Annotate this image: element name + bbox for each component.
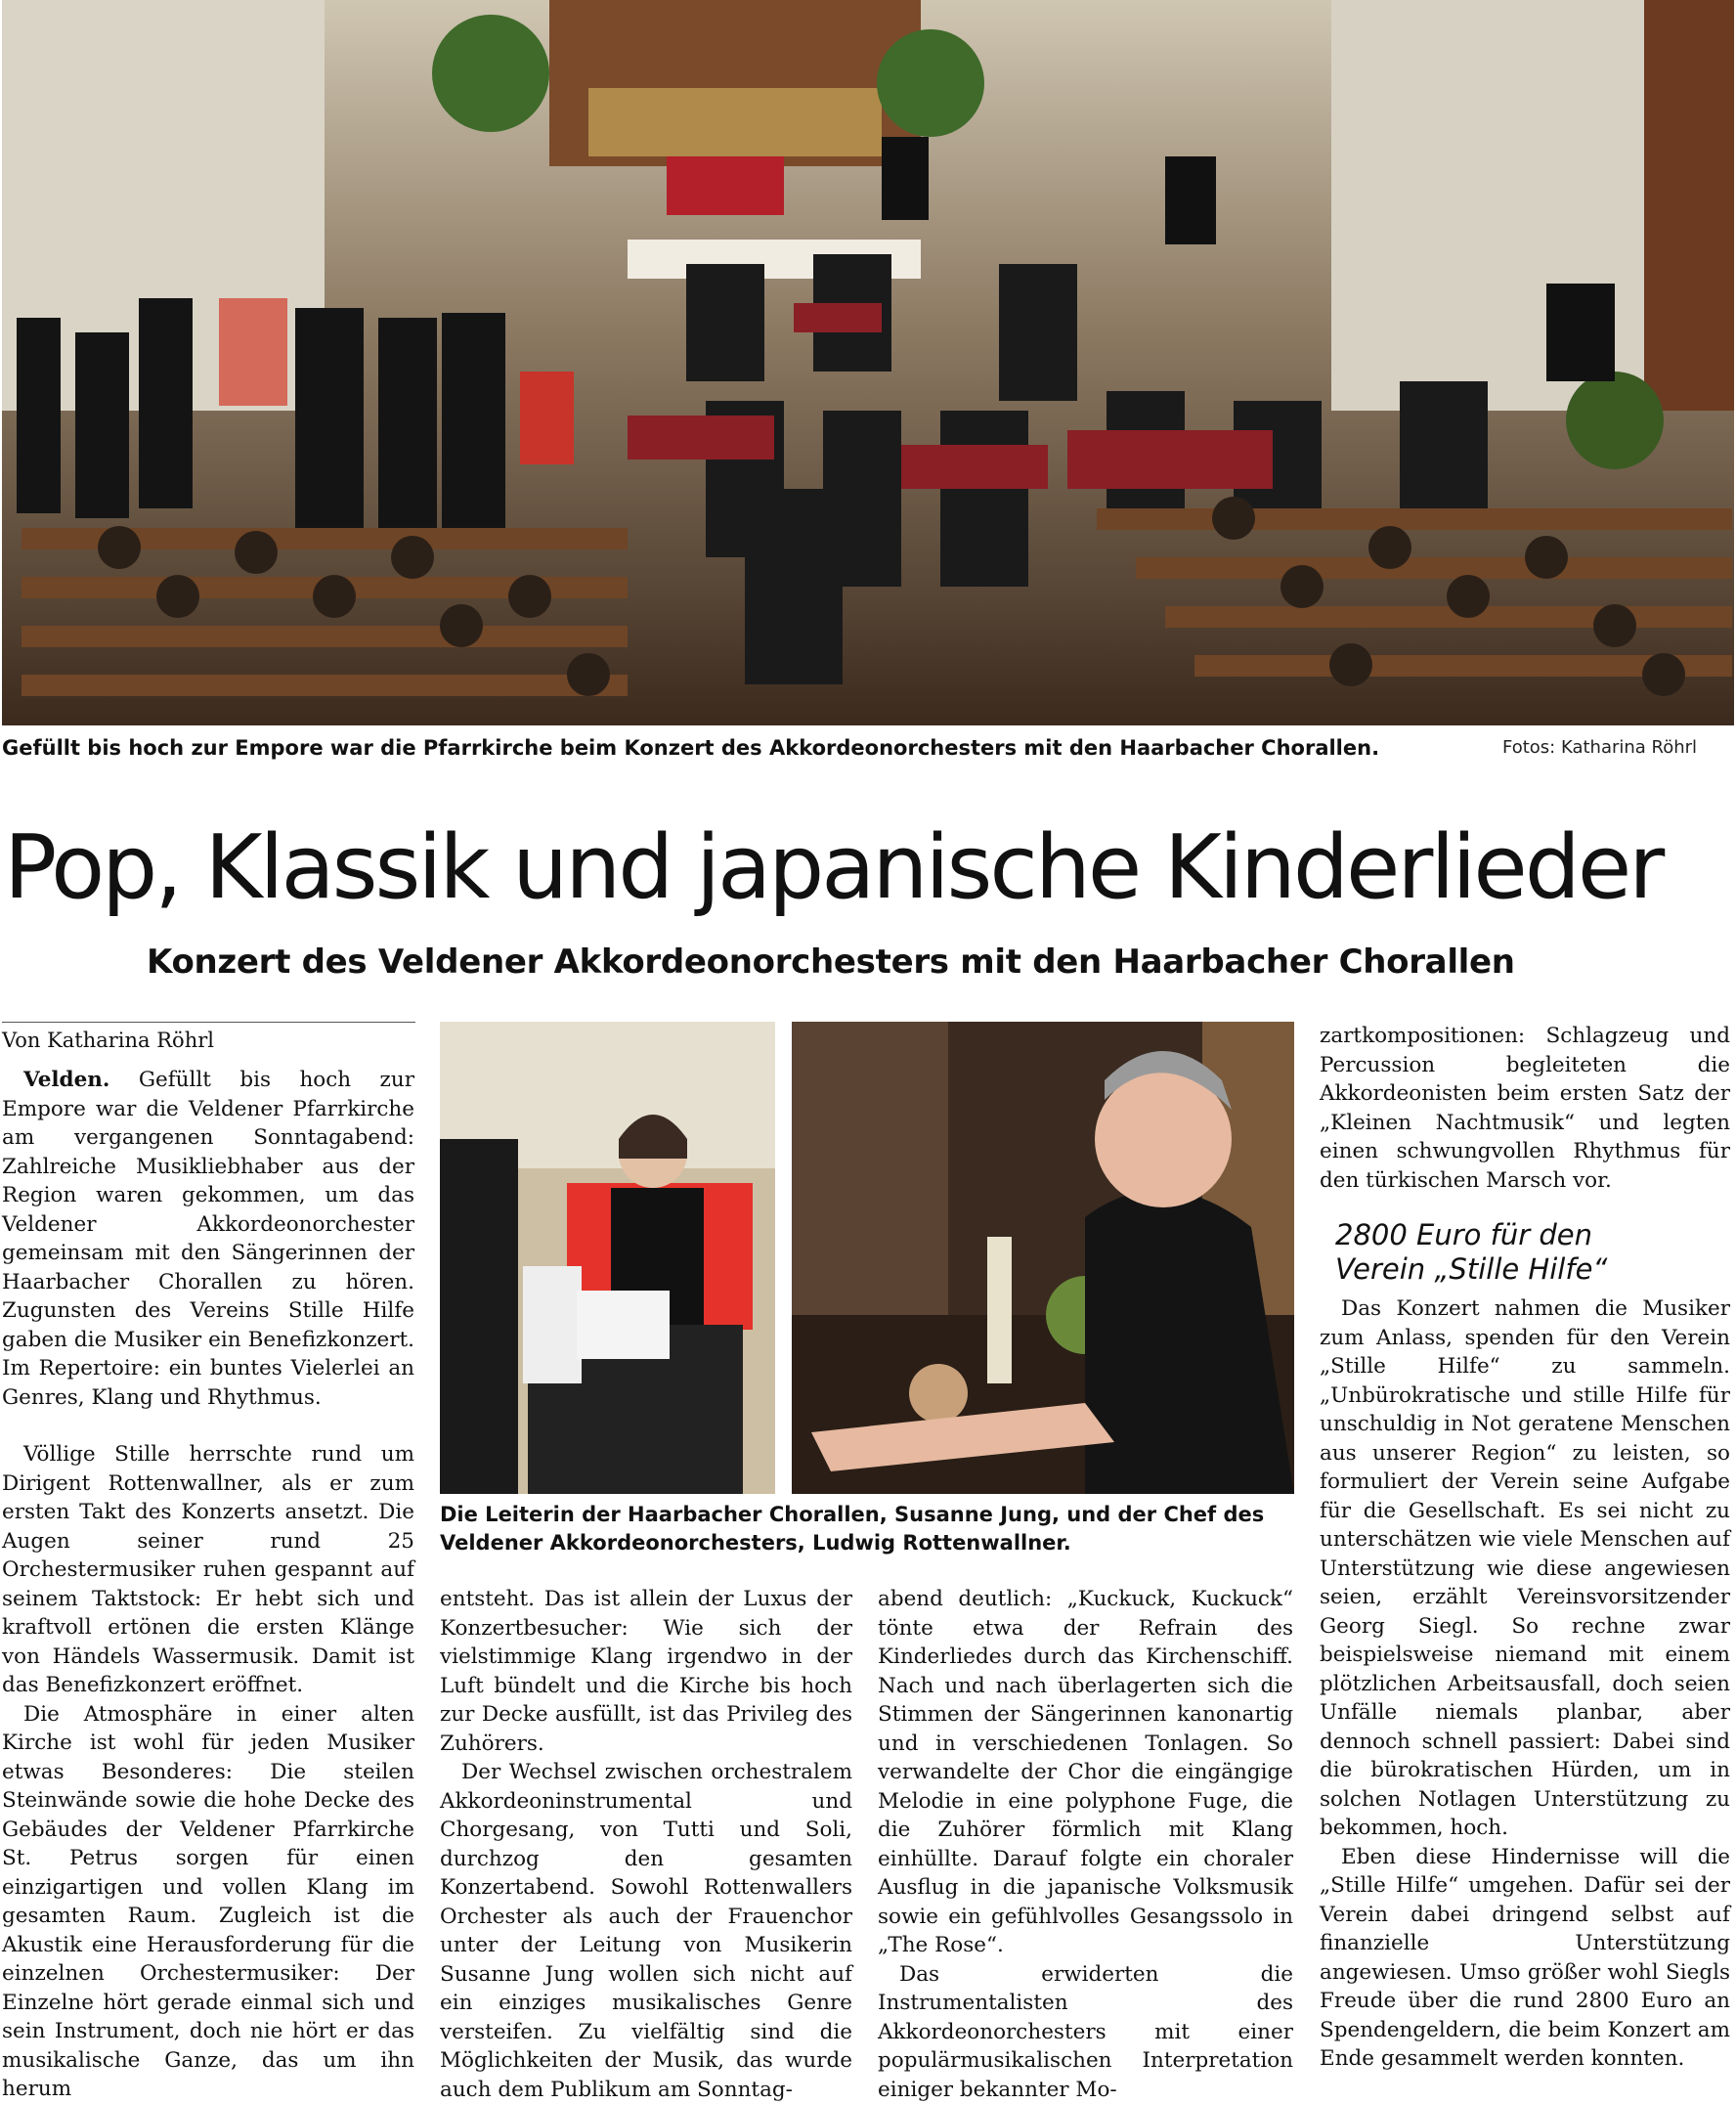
article-paragraph: Die Atmosphäre in einer alten Kirche ist wohl für jeden Musiker etwas Besonderes: Die steilen Steinwände sowie die hohe Decke des Gebäudes der Veldener Pfarrkirche St. Petrus sorgen für einen einzigartigen und vollen Klang im gesamten Raum. Zugleich ist die Akustik eine Herausforderung für die einzelnen Orchestermusiker: Der Einzelne hört gerade einmal sich und sein Instrument, doch nie hört er das musikalische Ganze, das um ihn herum	[2, 1700, 414, 2104]
article-column-3	[878, 1585, 1293, 2104]
concert-photo	[2, 0, 1734, 725]
article-paragraph: entsteht. Das ist allein der Luxus der Konzertbesucher: Wie sich der vielstimmige Klang irgendwo in der Luft bündelt und die Kirche bis hoch zur Decke ausfüllt, ist das Privileg des Zuhörers.	[440, 1585, 852, 1758]
intertitle: 2800 Euro für den Verein „Stille Hilfe“	[1335, 1218, 1687, 1287]
byline: Von Katharina Röhrl	[2, 1029, 214, 1052]
dateline: Velden.	[23, 1068, 109, 1092]
article-column-1	[2, 1066, 414, 2104]
mid-photos-caption: Die Leiterin der Haarbacher Chorallen, Susanne Jung, und der Chef des Veldener Akkordeonorchesters, Ludwig Rottenwallner.	[440, 1501, 1295, 1557]
conductor-rottenwallner-photo	[792, 1022, 1294, 1494]
article-paragraph: Völlige Stille herrschte rund um Dirigent Rottenwallner, als er zum ersten Takt des Konzerts ansetzt. Die Augen seiner rund 25 Orchestermusiker ruhen gespannt auf seinem Taktstock: Er hebt sich und kraftvoll ertönen die ersten Klänge von Händels Wassermusik. Damit ist das Benefizkonzert eröffnet.	[2, 1440, 414, 1700]
byline-rule	[2, 1022, 415, 1023]
subheadline: Konzert des Veldener Akkordeonorchesters mit den Haarbacher Chorallen	[147, 942, 1515, 982]
article-paragraph: abend deutlich: „Kuckuck, Kuckuck“ tönte etwa der Refrain des Kinderliedes durch das Kirchenschiff. Nach und nach überlagerten sich die Stimmen der Sängerinnen kanonartig und in verschiedenen Tonlagen. So verwandelte der Chor die eingängige Melodie in eine polyphone Fuge, die die Zuhörer förmlich mit Klang einhüllte. Darauf folgte ein choraler Ausflug in die japanische Volksmusik sowie ein gefühlvolles Gesangssolo in „The Rose“.	[878, 1585, 1293, 1960]
article-paragraph: Das erwiderten die Instrumentalisten des Akkordeonorchesters mit einer populärmusikalischen Interpretation einiger bekannter Mo-	[878, 1960, 1293, 2104]
article-column-2	[440, 1585, 852, 2104]
article-paragraph: zartkompositionen: Schlagzeug und Percussion begleiteten die Akkordeonisten beim ersten Satz der „Kleinen Nachtmusik“ und legten einen schwungvollen Rhythmus für den türkischen Marsch vor.	[1320, 1022, 1730, 1195]
headline: Pop, Klassik und japanische Kinderlieder	[4, 819, 1736, 917]
conductor-jung-photo	[440, 1022, 775, 1494]
article-paragraph: Gefüllt bis hoch zur Empore war die Veldener Pfarrkirche am vergangenen Sonntagabend: Zahlreiche Musikliebhaber aus der Region waren gekommen, um das Veldener Akkordeonorchester gemeinsam mit den Sängerinnen der Haarbacher Chorallen zu hören. Zugunsten des Vereins Stille Hilfe gaben die Musiker ein Benefizkonzert. Im Repertoire: ein buntes Vielerlei an Genres, Klang und Rhythmus.	[2, 1068, 414, 1410]
article-paragraph: Eben diese Hindernisse will die „Stille Hilfe“ umgehen. Dafür sei der Verein dabei dringend selbst auf finanzielle Unterstützung angewiesen. Umso größer wohl Siegls Freude über die rund 2800 Euro an Spendengeldern, die beim Konzert am Ende gesammelt werden konnten.	[1320, 1843, 1730, 2074]
article-column-4	[1320, 1022, 1730, 2074]
article-paragraph: Der Wechsel zwischen orchestralem Akkordeoninstrumental und Chorgesang, von Tutti und Soli, durchzog den gesamten Konzertabend. Sowohl Rottenwallers Orchester als auch der Frauenchor unter der Leitung von Musikerin Susanne Jung wollen sich nicht auf ein einziges musikalisches Genre versteifen. Zu vielfältig sind die Möglichkeiten der Musik, das wurde auch dem Publikum am Sonntag-	[440, 1758, 852, 2104]
top-photo-caption: Gefüllt bis hoch zur Empore war die Pfarrkirche beim Konzert des Akkordeonorchesters mit den Haarbacher Chorallen.	[2, 734, 1370, 763]
photo-credit: Fotos: Katharina Röhrl	[1502, 737, 1697, 758]
article-paragraph: Das Konzert nahmen die Musiker zum Anlass, spenden für den Verein „Stille Hilfe“ zu sammeln. „Unbürokratische und stille Hilfe für unschuldig in Not geratene Menschen aus unserer Region“ zu leisten, so formuliert der Verein seine Aufgabe für die Gesellschaft. Es sei nicht zu unterschätzen wie viele Menschen auf Unterstützung wie diese angewiesen seien, erzählt Vereinsvorsitzender Georg Siegl. So rechne zwar beispielsweise niemand mit einem plötzlichen Arbeitsausfall, doch seien Unfälle niemals planbar, aber dennoch schnell passiert: Dabei sind die bürokratischen Hürden, um in solchen Notlagen Unterstützung zu bekommen, hoch.	[1320, 1294, 1730, 1843]
